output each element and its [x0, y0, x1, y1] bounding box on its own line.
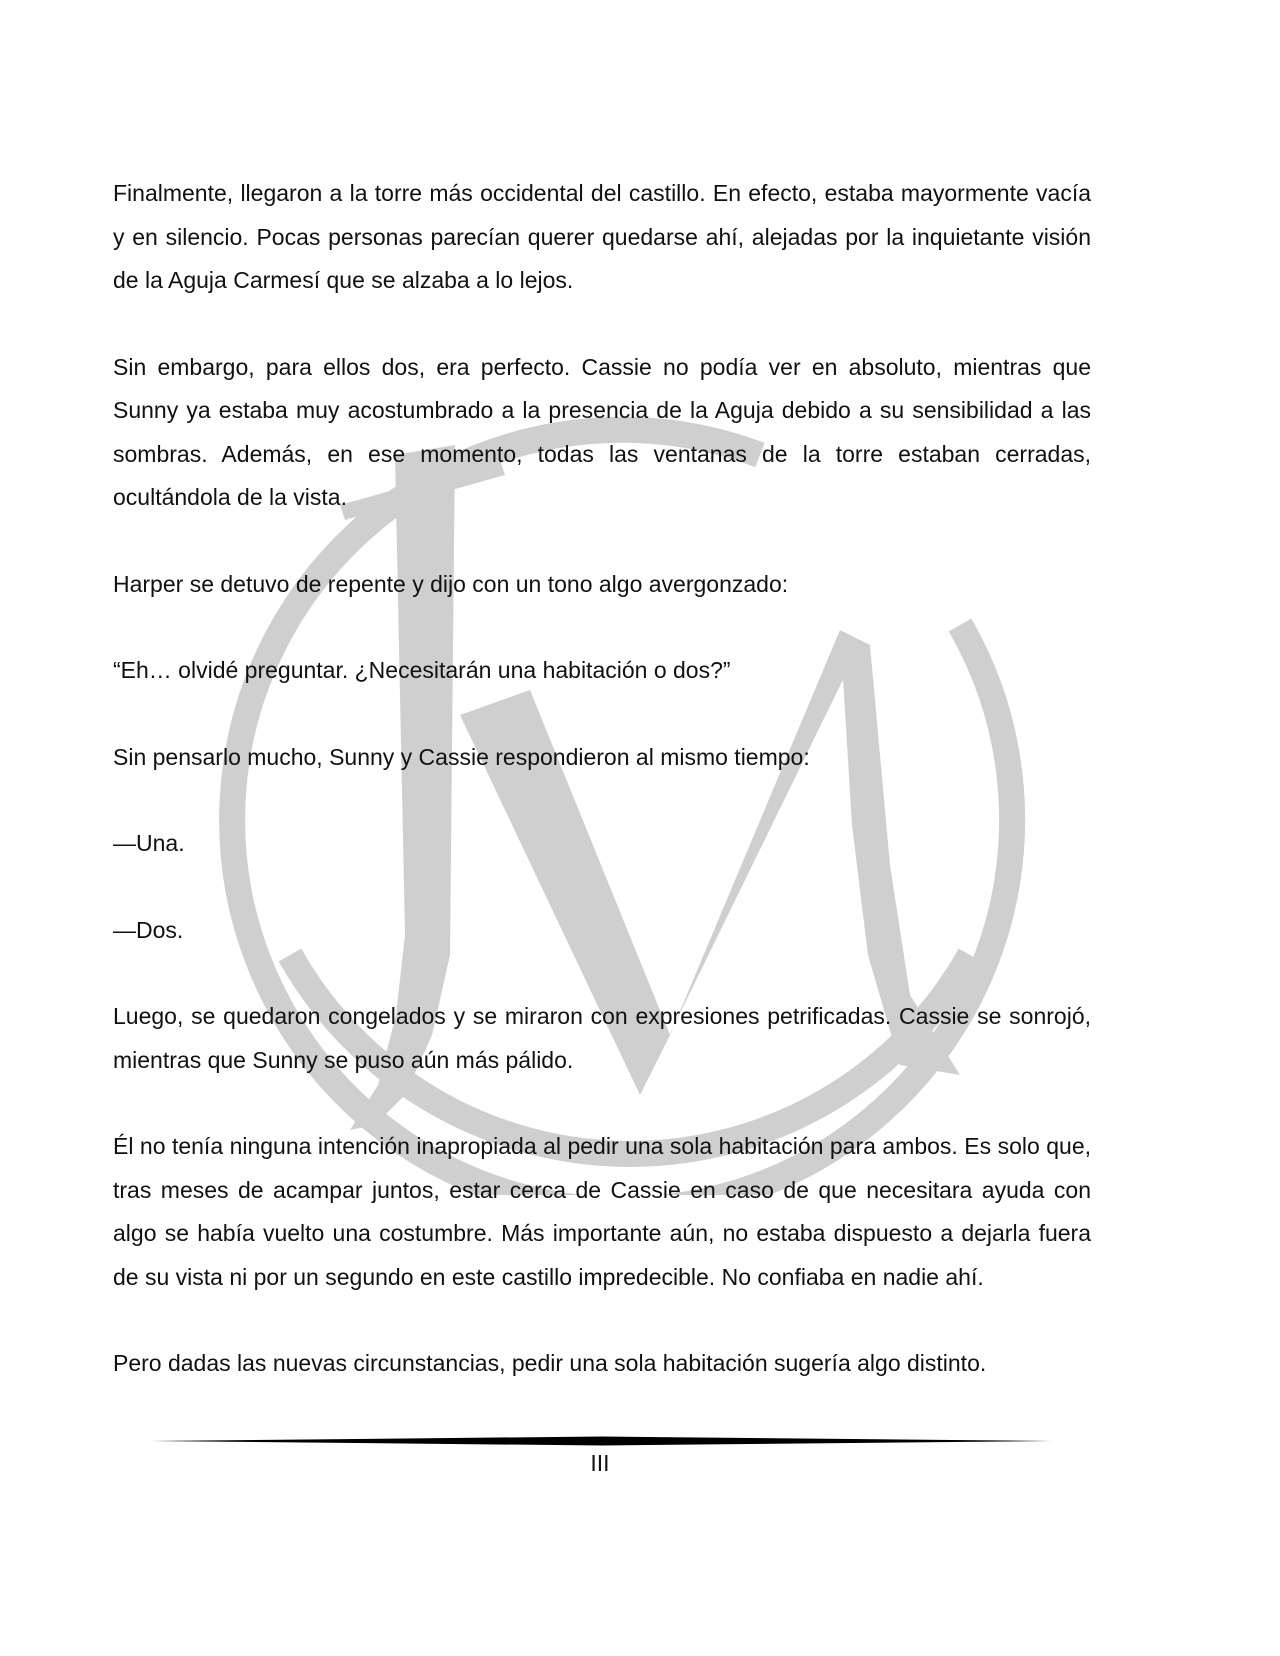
paragraph: Finalmente, llegaron a la torre más occidental del castillo. En efecto, estaba mayormente vacía y en silencio. Pocas personas parecían querer quedarse ahí, alejadas por la inquietante visión de la Aguja Carmesí que se alzaba a lo lejos.	[113, 180, 1091, 293]
paragraph: Pero dadas las nuevas circunstancias, pedir una sola habitación sugería algo distinto.	[113, 1350, 987, 1376]
paragraph: Luego, se quedaron congelados y se miraron con expresiones petrificadas. Cassie se sonrojó, mientras que Sunny se puso aún más pálido.	[113, 1003, 1091, 1073]
paragraph: Sin pensarlo mucho, Sunny y Cassie respondieron al mismo tiempo:	[113, 743, 810, 770]
paragraph: —Una.	[113, 830, 185, 856]
paragraph: “Eh… olvidé preguntar. ¿Necesitarán una habitación o dos?”	[113, 657, 731, 683]
page-number: III	[590, 1450, 610, 1476]
paragraph: Sin embargo, para ellos dos, era perfecto. Cassie no podía ver en absoluto, mientras que Sunny ya estaba muy acostumbrado a la presencia de la Aguja debido a su sensibilidad a las sombras. Además, en ese momento, todas las ventanas de la torre estaban cerradas, ocultándola de la vista.	[113, 353, 1091, 510]
paragraph: —Dos.	[113, 916, 184, 943]
document-body	[113, 172, 1091, 1386]
paragraph: Harper se detuvo de repente y dijo con un tono algo avergonzado:	[113, 570, 789, 597]
paragraph: Él no tenía ninguna intención inapropiada al pedir una sola habitación para ambos. Es solo que, tras meses de acampar juntos, estar cerca de Cassie en caso de que necesitara ayuda con algo se había vuelto una costumbre. Más importante aún, no estaba dispuesto a dejarla fuera de su vista ni por un segundo en este castillo impredecible. No confiaba en nadie ahí.	[113, 1133, 1091, 1290]
footer-divider	[152, 1436, 1052, 1446]
